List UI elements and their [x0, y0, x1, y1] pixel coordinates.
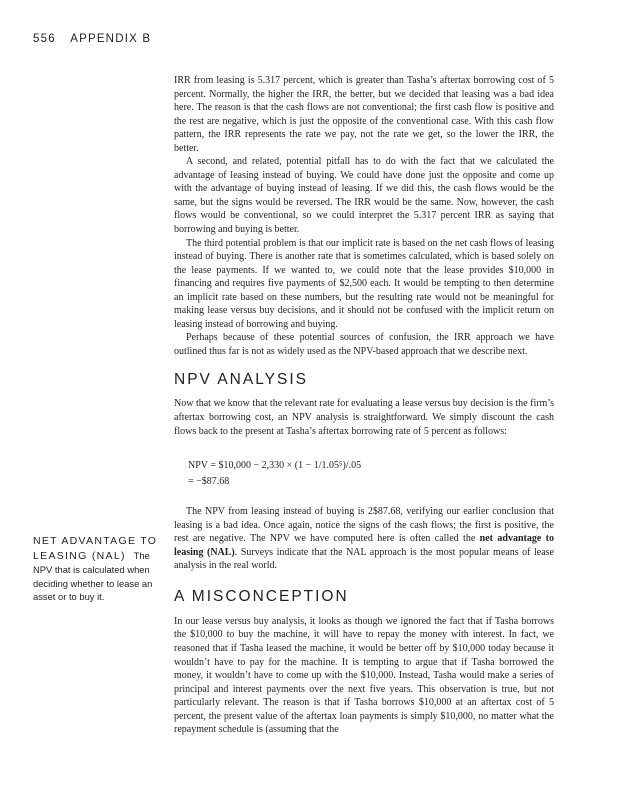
paragraph-npv-result — [174, 505, 554, 573]
paragraph-confusion: Perhaps because of these potential sources of confusion, the IRR approach we have outlined thus far is not as widely used as the NPV-based approach that we describe next. — [174, 332, 554, 357]
page-number: 556 — [33, 33, 56, 45]
margin-definition-text: The NPV that is calculated when deciding whether to lease an asset or to buy it. — [33, 549, 153, 602]
equation-line-1: NPV = $10,000 − 2,330 × (1 − 1/1.05⁵)/.05 — [188, 460, 362, 472]
nal-key-term: net advantage to leasing (NAL) — [174, 533, 554, 558]
npv-result-text-end: . Surveys indicate that the NAL approach is the most popular means of lease analysis in the real world. — [174, 546, 554, 572]
margin-definition — [33, 535, 161, 604]
paragraph-misconception: In our lease versus buy analysis, it looks as though we ignored the fact that if Tasha borrows the $10,000 to buy the machine, it will have to repay the money with interest. In fact, we reasoned that if Tasha leased the machine, it would be better off by $10,000 today because it wouldn’t have to pay for the machine. It is tempting to argue that if Tasha borrowed the money, it wouldn’t have to come up with the $10,000. Instead, Tasha would make a series of principal and interest payments over the next five years. This observation is true, but not particularly relevant. The reason is that if Tasha borrows $10,000 at an aftertax cost of 5 percent, the present value of the aftertax loan payments is simply $10,000, no matter what the repayment schedule is (assuming that the — [174, 615, 554, 736]
paragraph-npv-intro: Now that we know that the relevant rate for evaluating a lease versus buy decision is the firm’s aftertax borrowing cost, an NPV analysis is straightforward. We simply discount the cash flows back to the present at Tasha’s aftertax borrowing rate of 5 percent as follows: — [174, 398, 554, 437]
npv-result-text: The NPV from leasing instead of buying is 2$87.68, verifying our earlier conclusion that leasing is a bad idea. Once again, notice the signs of the cash flows; the first is positive, the rest are negative. The NPV we have computed here is often called the — [174, 506, 554, 545]
running-head — [33, 33, 151, 45]
margin-term-line-1: NET ADVANTAGE TO — [33, 535, 158, 547]
equation-line-2: = −$87.68 — [188, 476, 230, 488]
heading-npv-analysis: NPV ANALYSIS — [174, 371, 308, 389]
section-title: APPENDIX B — [70, 33, 152, 45]
paragraph-third-problem: The third potential problem is that our implicit rate is based on the net cash flows of leasing instead of buying. There is another rate that is sometimes calculated, which is based solely on the lease payments. If we wanted to, we could note that the lease provides $10,000 in financing and requires five payments of $2,500 each. It would be tempting to then determine an implicit rate based on these numbers, but the resulting rate would not be meaningful for making lease versus buy decisions, and it should not be confused with the implicit return on leasing instead of borrowing and buying. — [174, 237, 554, 330]
margin-term-line-2: LEASING (NAL) — [33, 549, 126, 562]
main-text-column — [174, 74, 554, 737]
paragraph-second-pitfall: A second, and related, potential pitfall has to do with the fact that we calculated the advantage of leasing instead of buying. We could have done just the opposite and come up with the advantage of buying instead of leasing. If we did this, the cash flows would be the same, but the signs would be reversed. The IRR would be the same. Now, however, the cash flows would be conventional, so we could interpret the 5.317 percent IRR as saying that borrowing and buying is better. — [174, 156, 554, 236]
npv-equation — [188, 458, 554, 490]
paragraph-irr-interpretation: IRR from leasing is 5.317 percent, which is greater than Tasha’s aftertax borrowing cost of 5 percent. Normally, the higher the IRR, the better, but we decided that leasing was a bad idea here. The reason is that the cash flows are not conventional; the first cash flow is positive and the rest are negative, which is just the opposite of the conventional case. With this cash flow pattern, the IRR represents the rate we pay, not the rate we get, so the lower the IRR, the better. — [174, 75, 554, 154]
heading-misconception: A MISCONCEPTION — [174, 587, 349, 605]
